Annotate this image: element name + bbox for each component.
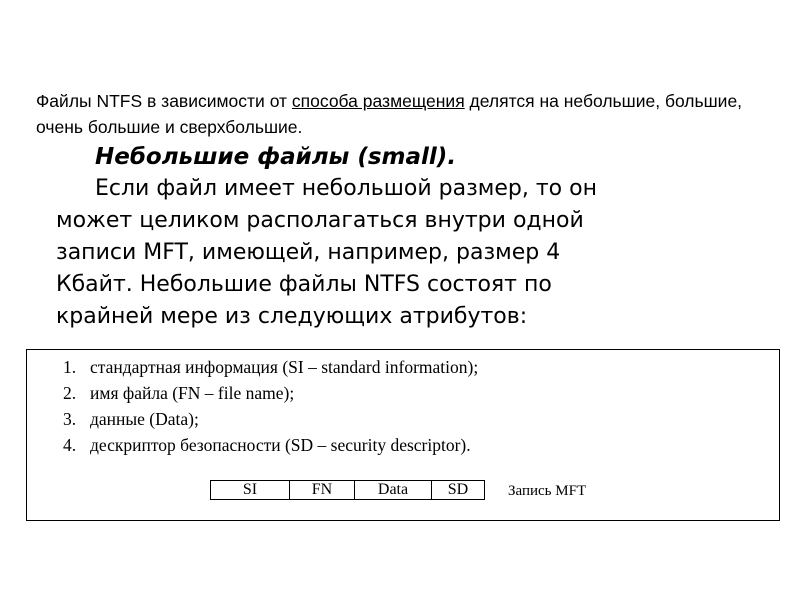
list-item [63, 354, 478, 380]
list-item-number: 1. [63, 357, 77, 377]
record-label: Запись MFT [508, 483, 587, 499]
body-line: может целиком располагаться внутри одной [56, 208, 584, 233]
list-item [63, 406, 478, 432]
list-item-number: 4. [63, 435, 77, 455]
body-paragraph [56, 173, 756, 333]
list-item-text: имя файла (FN – file name); [90, 383, 295, 403]
body-line: крайней мере из следующих атрибутов: [56, 304, 528, 329]
list-item-number: 2. [63, 383, 77, 403]
list-item-number: 3. [63, 409, 77, 429]
record-cell-sd: SD [447, 481, 469, 498]
intro-text-after: делятся на небольшие, большие, очень большие и сверхбольшие. [36, 91, 743, 137]
list-item-text: данные (Data); [90, 409, 199, 429]
intro-paragraph [36, 88, 756, 140]
list-item-text: дескриптор безопасности (SD – security descriptor). [90, 435, 471, 455]
record-cell-data: Data [355, 481, 432, 499]
list-item [63, 380, 478, 406]
intro-text-before: Файлы NTFS в зависимости от [36, 91, 292, 111]
list-item [63, 432, 478, 458]
record-cell-si: SI [211, 481, 290, 499]
body-line: Кбайт. Небольшие файлы NTFS состоят по [56, 272, 552, 297]
body-line: Если файл имеет небольшой размер, то он [95, 176, 597, 201]
attributes-box [26, 349, 780, 521]
mft-record-diagram [210, 480, 485, 500]
record-cell-fn: FN [290, 481, 355, 499]
attributes-list [63, 354, 478, 458]
list-item-text: стандартная информация (SI – standard information); [90, 357, 479, 377]
body-line: записи MFT, имеющей, например, размер 4 [56, 240, 561, 265]
section-heading: Небольшие файлы (small). [95, 144, 457, 170]
intro-underlined-term: способа размещения [291, 91, 465, 111]
